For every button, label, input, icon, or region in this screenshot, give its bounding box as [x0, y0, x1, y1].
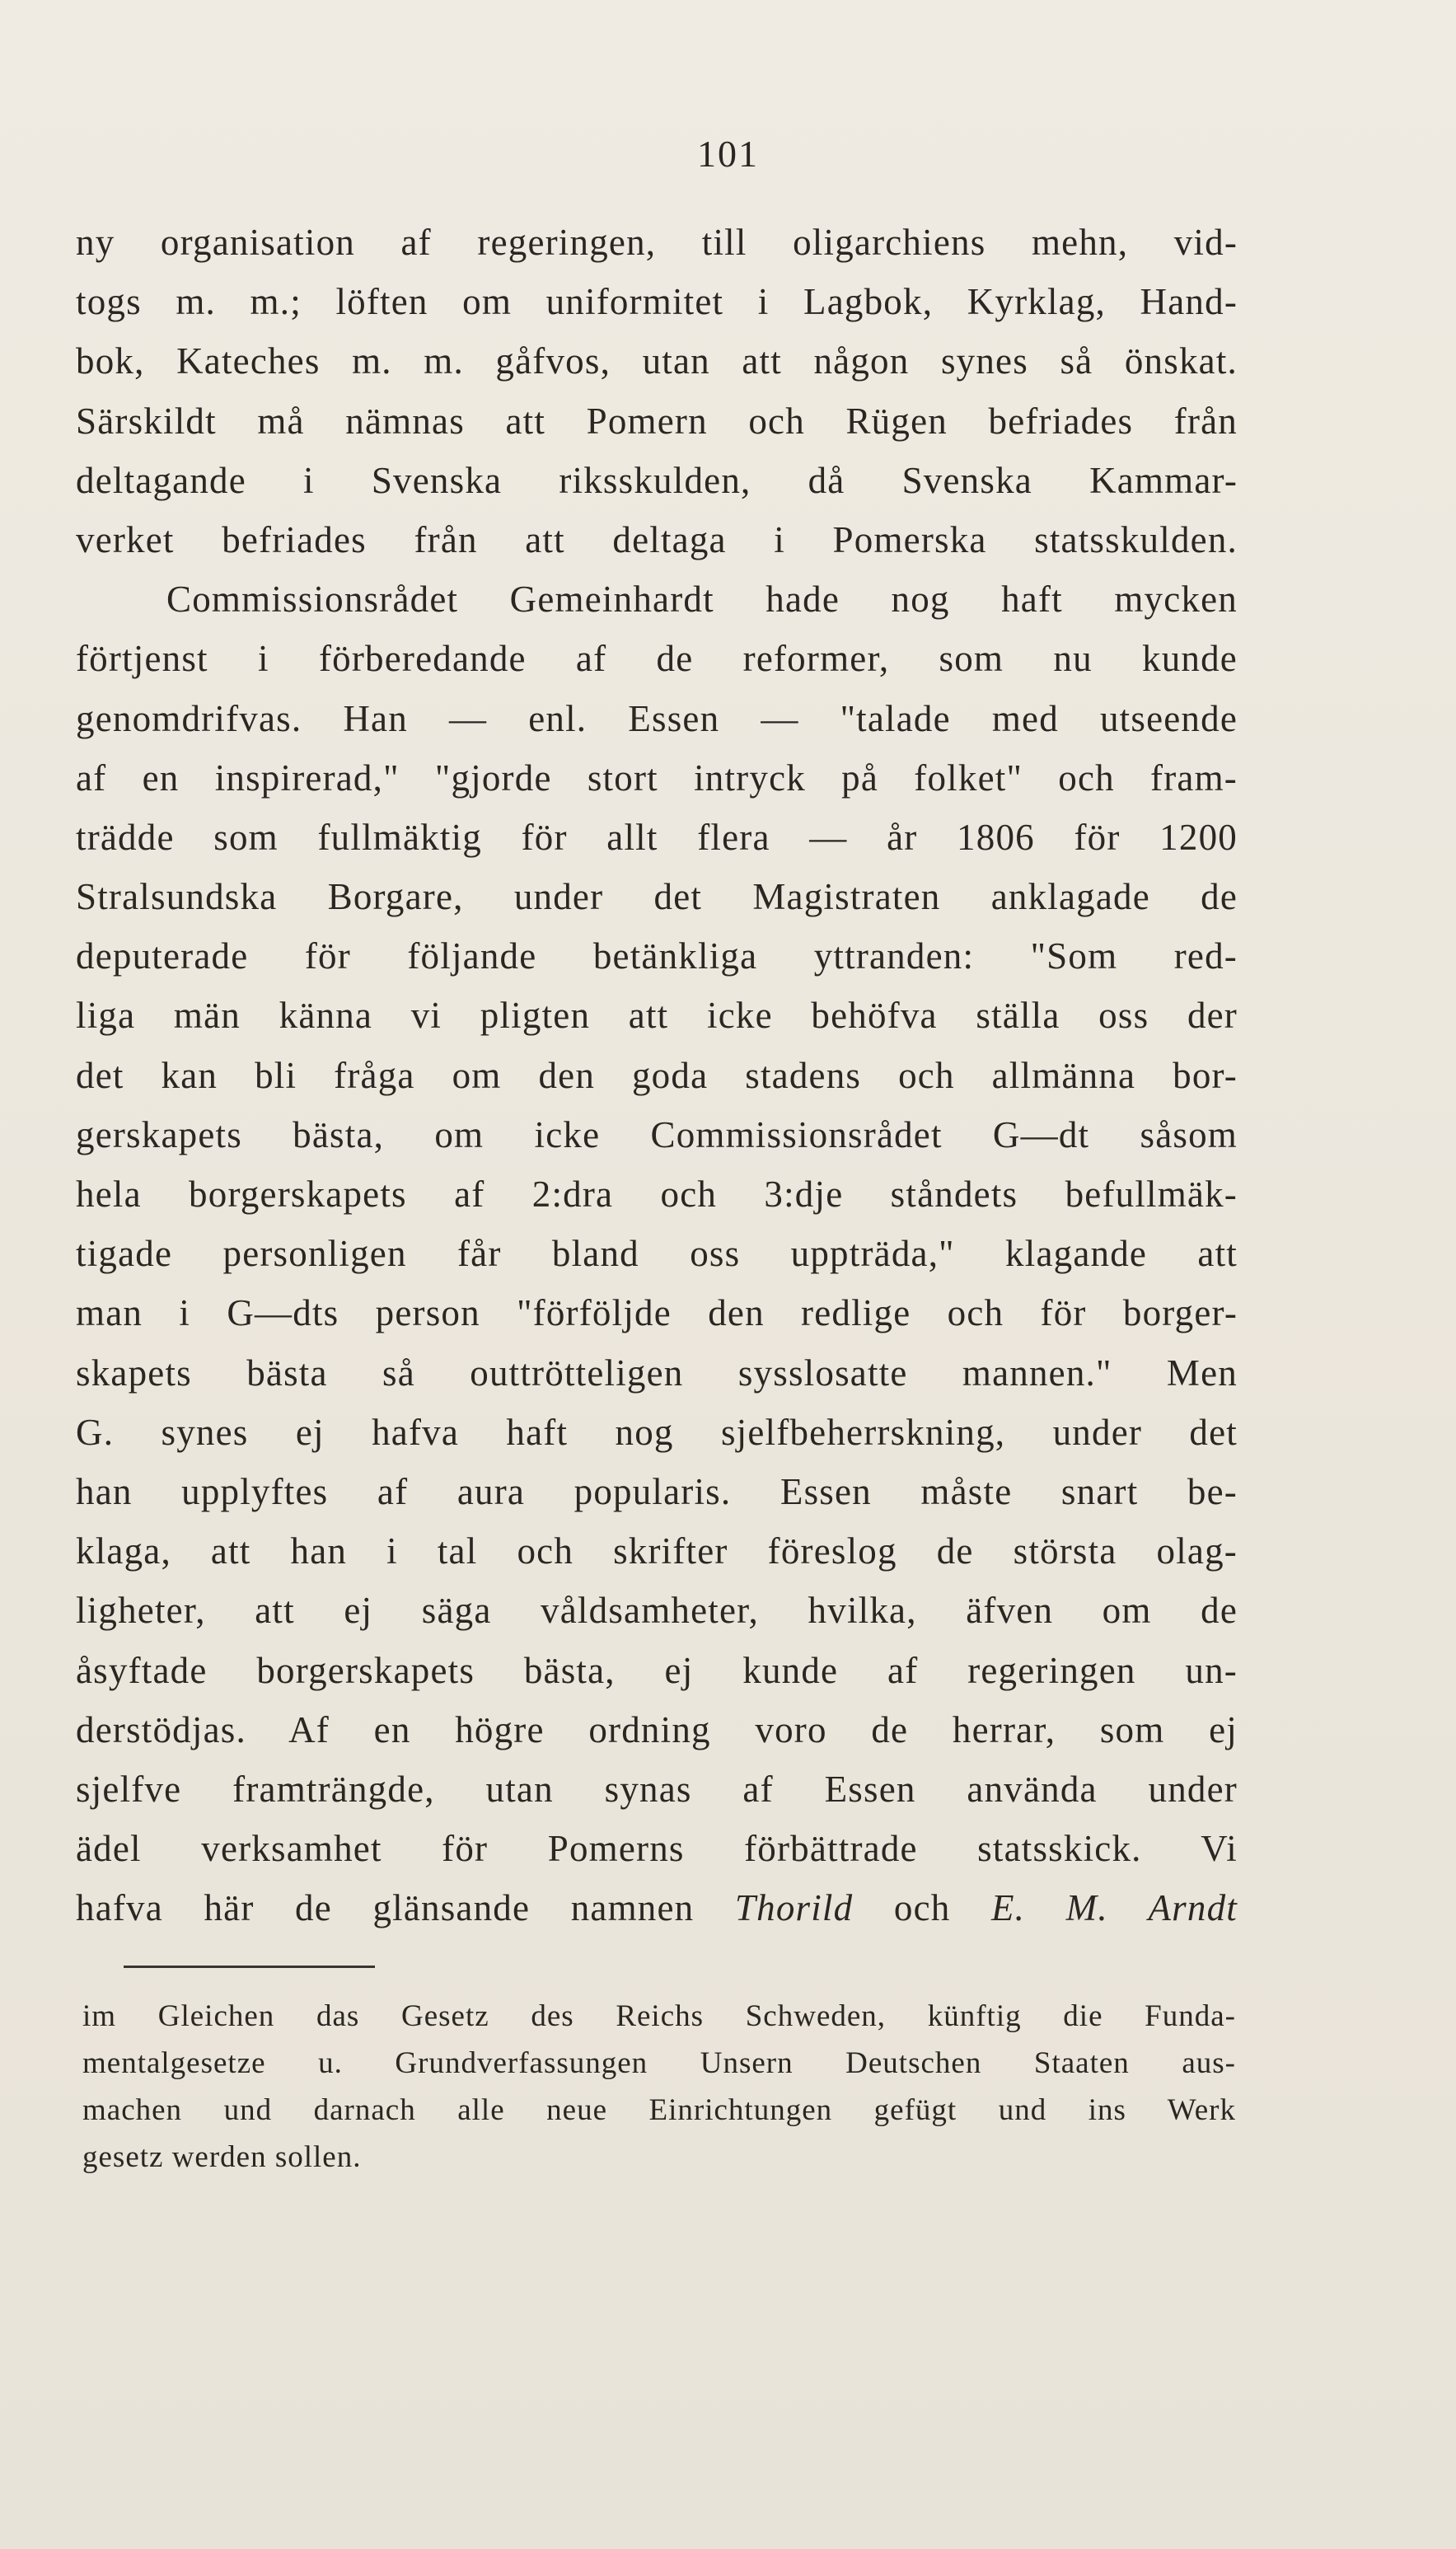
body-line: liga män känna vi pligten att icke behöfva ställa oss der: [76, 995, 1238, 1037]
body-line: af en inspirerad," "gjorde stort intryck på folket" och fram-: [76, 757, 1238, 799]
body-line: åsyftade borgerskapets bästa, ej kunde af regeringen un-: [76, 1649, 1238, 1691]
footnote-line: mentalgesetze u. Grundverfassungen Unsern Deutschen Staaten aus-: [82, 2046, 1236, 2080]
body-last-line: [76, 1878, 1238, 1938]
body-line: hela borgerskapets af 2:dra och 3:dje ståndets befullmäk-: [76, 1174, 1238, 1215]
body-line: togs m. m.; löften om uniformitet i Lagbok, Kyrklag, Hand-: [76, 281, 1238, 323]
name-thorild: Thorild: [734, 1887, 854, 1929]
body-line: gerskapets bästa, om icke Commissionsrådet G—dt såsom: [76, 1113, 1238, 1155]
body-line: derstödjas. Af en högre ordning voro de herrar, som ej: [76, 1708, 1238, 1750]
body-line: klaga, att han i tal och skrifter föreslog de största olag-: [76, 1530, 1238, 1572]
footnote-line: gesetz werden sollen.: [82, 2140, 362, 2174]
body-line: man i G—dts person "förföljde den redlige och för borger-: [76, 1292, 1238, 1334]
body-line: det kan bli fråga om den goda stadens och allmänna bor-: [76, 1054, 1238, 1096]
body-line: han upplyftes af aura popularis. Essen måste snart be-: [76, 1470, 1238, 1512]
body-line: deputerade för följande betänkliga yttranden: "Som red-: [76, 935, 1238, 977]
footnote: [82, 1993, 1236, 2181]
body-line: ligheter, att ej säga våldsamheter, hvilka, äfven om de: [76, 1590, 1238, 1632]
footnote-separator: [124, 1966, 375, 1968]
footnote-line: im Gleichen das Gesetz des Reichs Schweden, künftig die Funda-: [82, 1999, 1236, 2033]
body-line: Särskildt må nämnas att Pomern och Rügen befriades från: [76, 400, 1238, 442]
body-line: förtjenst i förberedande af de reformer, som nu kunde: [76, 638, 1238, 680]
body-line: genomdrifvas. Han — enl. Essen — "talade med utseende: [76, 697, 1238, 739]
body-line: ädel verksamhet för Pomerns förbättrade statsskick. Vi: [76, 1828, 1238, 1870]
body-line: skapets bästa så outtrötteligen sysslosatte mannen." Men: [76, 1352, 1238, 1394]
body-line: trädde som fullmäktig för allt flera — år 1806 för 1200: [76, 816, 1238, 858]
body-text: [76, 213, 1238, 1938]
body-line: tigade personligen får bland oss uppträda," klagande att: [76, 1233, 1238, 1275]
body-line: Commissionsrådet Gemeinhardt hade nog haft mycken: [166, 579, 1238, 621]
name-arndt: E. M. Arndt: [990, 1887, 1238, 1929]
body-line: ny organisation af regeringen, till oligarchiens mehn, vid-: [76, 222, 1238, 263]
last-line-connector: och: [893, 1887, 951, 1929]
body-line: sjelfve framträngde, utan synas af Essen använda under: [76, 1768, 1238, 1810]
body-line: deltagande i Svenska riksskulden, då Svenska Kammar-: [76, 459, 1238, 501]
footnote-line: machen und darnach alle neue Einrichtungen gefügt und ins Werk: [82, 2093, 1236, 2127]
page-number: 101: [697, 133, 759, 175]
body-line: Stralsundska Borgare, under det Magistraten anklagade de: [76, 876, 1238, 918]
body-line: bok, Kateches m. m. gåfvos, utan att någon synes så önskat.: [76, 340, 1238, 382]
last-line-prefix: hafva här de glänsande namnen: [76, 1887, 695, 1929]
body-line: G. synes ej hafva haft nog sjelfbeherrskning, under det: [76, 1411, 1238, 1453]
body-line: verket befriades från att deltaga i Pomerska statsskulden.: [76, 518, 1238, 560]
